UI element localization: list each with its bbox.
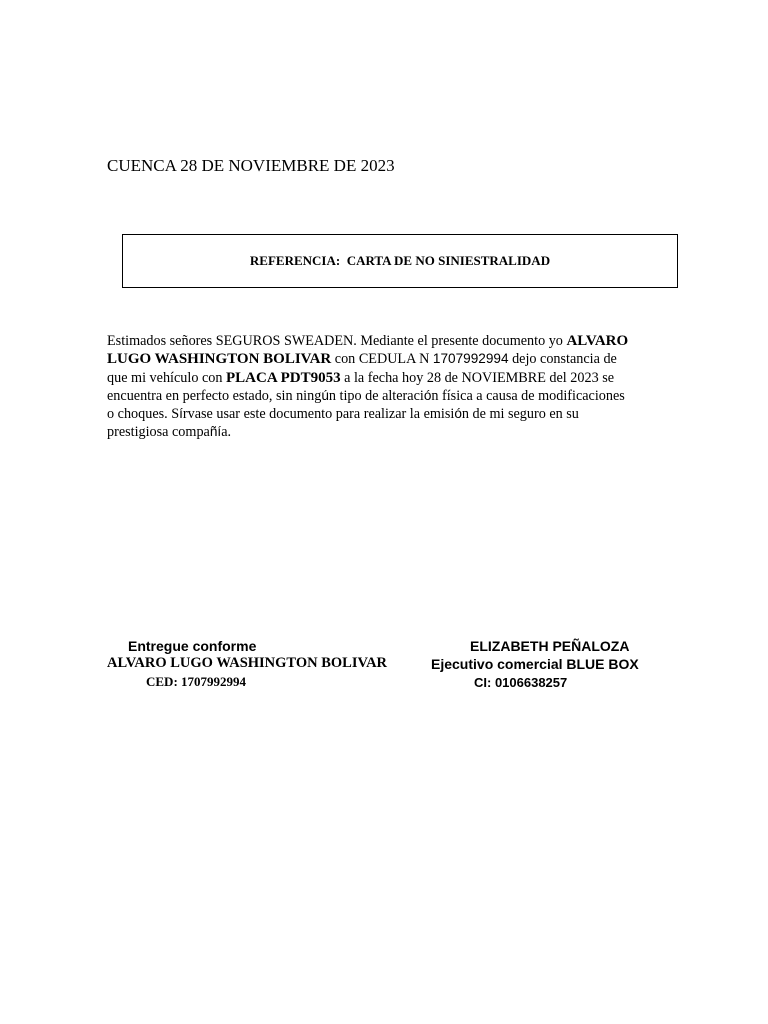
body-line-6 <box>107 423 667 441</box>
vehicle-plate: PLACA PDT9053 <box>226 369 341 386</box>
body-text-segment: o choques. S <box>107 406 180 423</box>
right-signature-title: Ejecutivo comercial BLUE BOX <box>431 656 639 672</box>
body-text-segment: a. <box>221 424 232 441</box>
letter-body <box>107 332 667 442</box>
body-line-2 <box>107 350 667 368</box>
date-line: CUENCA 28 DE NOVIEMBRE DE 2023 <box>107 156 395 175</box>
body-text-segment: í <box>179 406 183 422</box>
body-text-segment: prestigiosa compa <box>107 424 210 441</box>
body-text-segment: con CEDULA N <box>331 351 433 368</box>
body-text-segment: encuentra en perfecto estado, sin ning <box>107 387 322 404</box>
body-text-segment: rvase usar este documento para realizar la emisi <box>182 406 455 423</box>
body-text-segment: que mi vehículo con <box>107 369 226 386</box>
body-text-segment: a la fecha hoy 28 de NOVIEMBRE del 2023 se <box>340 369 615 386</box>
holder-first-name: ALVARO <box>566 333 629 349</box>
body-text-segment: dejo constancia de <box>508 351 617 368</box>
left-signature-id: CED: 1707992994 <box>146 674 247 689</box>
right-signature-name: ELIZABETH PEÑALOZA <box>470 638 630 654</box>
body-line-4 <box>107 387 667 405</box>
cedula-number: 1707992994 <box>432 351 509 367</box>
body-line-5 <box>107 405 667 423</box>
body-text-segment: Estimados señores SEGUROS SWEADEN. Mediante el presente documento yo <box>107 333 567 349</box>
right-signature-id: CI: 0106638257 <box>474 675 568 690</box>
body-text-segment: ú <box>321 387 329 403</box>
body-text-segment: ó <box>423 387 432 403</box>
reference-text: REFERENCIA: CARTA DE NO SINIESTRALIDAD <box>249 253 551 268</box>
left-signature-name: ALVARO LUGO WASHINGTON BOLIVAR <box>107 655 388 671</box>
body-line-3 <box>107 369 667 387</box>
holder-last-names: LUGO WASHINGTON BOLIVAR <box>107 351 332 368</box>
reference-box <box>122 234 678 288</box>
body-text-segment: ó <box>454 406 462 422</box>
body-text-segment: í <box>217 424 222 440</box>
body-text-segment: n de mi seguro en su <box>461 406 579 423</box>
body-text-segment: n tipo de alteraci <box>328 387 424 404</box>
body-text-segment: n física a causa de modificaciones <box>431 387 625 404</box>
left-signature-caption: Entregue conforme <box>128 638 257 654</box>
body-line-1 <box>107 332 667 350</box>
body-text-segment: ñ <box>209 424 218 440</box>
